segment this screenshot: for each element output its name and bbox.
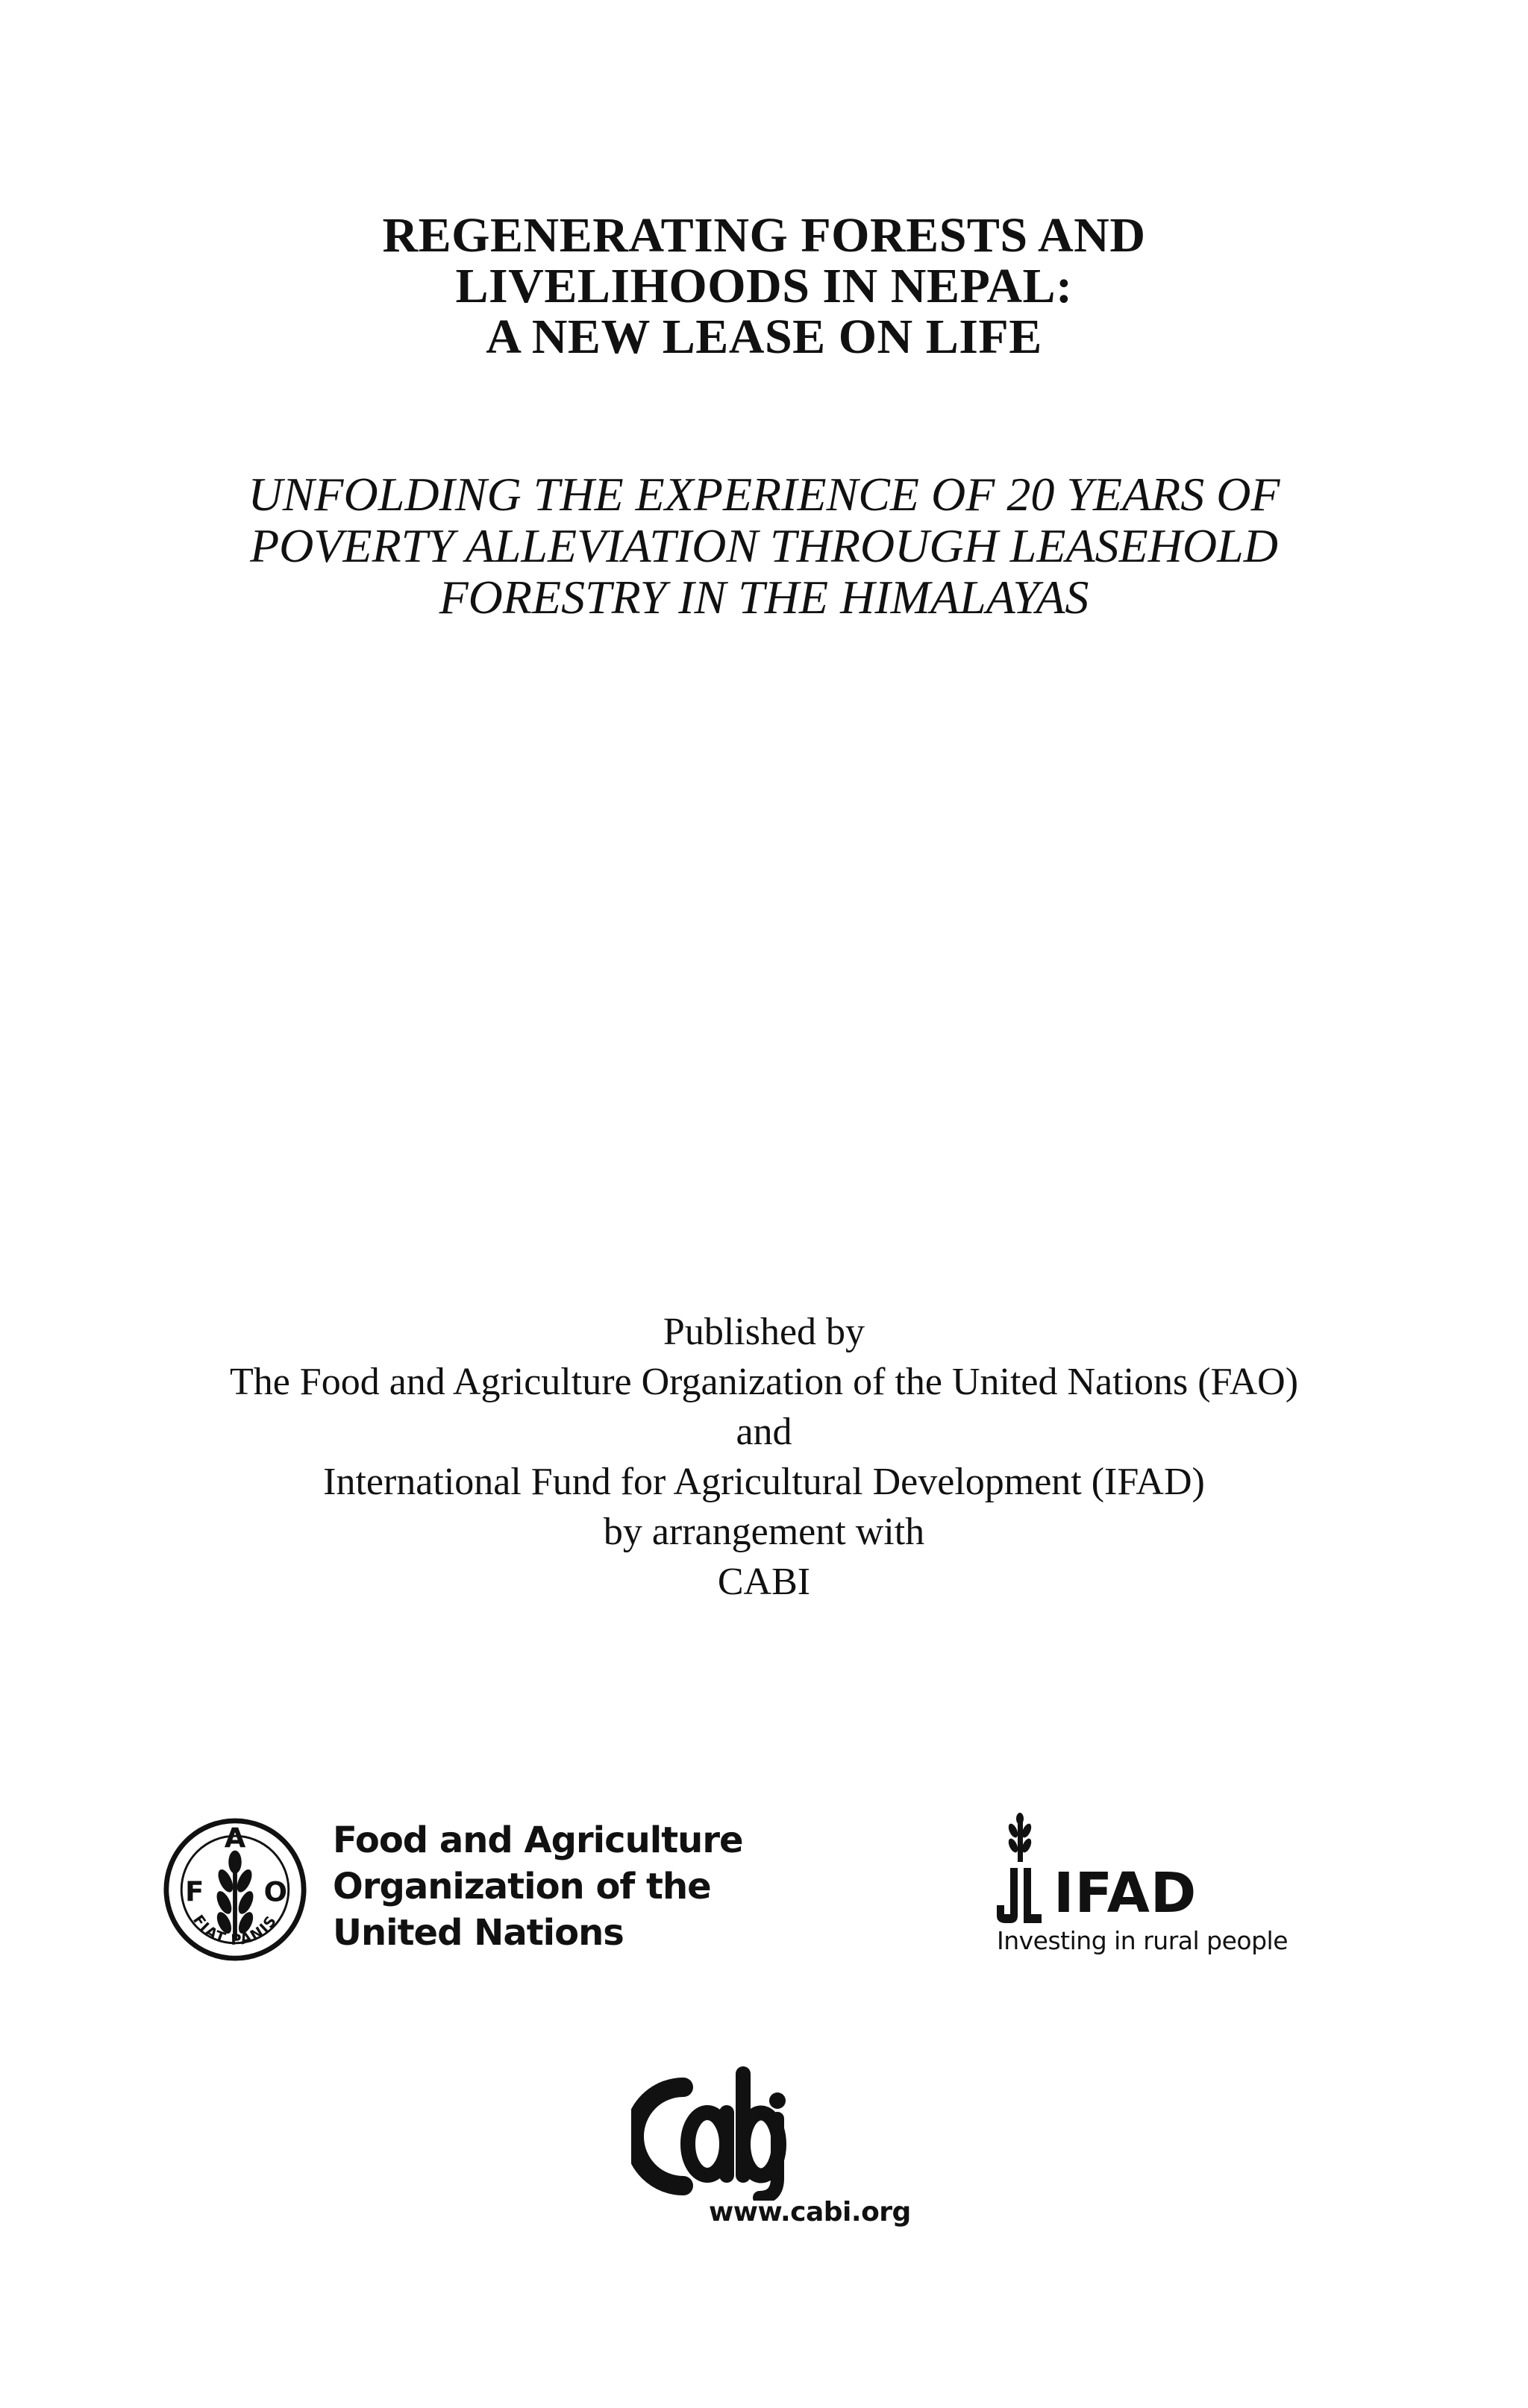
cabi-logo-icon — [631, 2066, 795, 2201]
fao-logo-line-3: United Nations — [333, 1912, 624, 1954]
fao-emblem-letter-a: A — [224, 1822, 246, 1854]
subtitle-line-2: POVERTY ALLEVIATION THROUGH LEASEHOLD — [250, 519, 1278, 572]
fao-logo — [163, 1817, 743, 1963]
fao-logo-line-1: Food and Agriculture — [333, 1819, 743, 1861]
cabi-logo — [631, 2066, 911, 2238]
title-line-3: A NEW LEASE ON LIFE — [486, 310, 1042, 364]
book-title — [0, 210, 1528, 363]
fao-emblem-motto: FIAT PANIS — [190, 1911, 281, 1948]
published-by-line: Published by — [663, 1311, 865, 1353]
ifad-logo — [992, 1813, 1306, 1969]
ifad-name-line: International Fund for Agricultural Development (IFAD) — [323, 1461, 1205, 1503]
subtitle-line-3: FORESTRY IN THE HIMALAYAS — [439, 571, 1089, 624]
cabi-name-line: CABI — [717, 1561, 811, 1603]
publisher-statement — [0, 1307, 1528, 1607]
title-line-2: LIVELIHOODS IN NEPAL: — [455, 259, 1073, 313]
fao-name-line: The Food and Agriculture Organization of the United Nations (FAO) — [229, 1361, 1299, 1403]
fao-emblem-icon — [163, 1817, 307, 1962]
fao-emblem-letter-f: F — [185, 1875, 204, 1908]
fao-emblem-letter-o: O — [263, 1875, 287, 1908]
book-subtitle — [0, 468, 1528, 623]
cabi-url: www.cabi.org — [709, 2197, 911, 2227]
fao-logo-text — [333, 1817, 743, 1956]
ifad-wordmark: IFAD — [1053, 1861, 1197, 1925]
ifad-wheat-icon — [995, 1813, 1048, 1925]
title-line-1: REGENERATING FORESTS AND — [382, 208, 1146, 263]
subtitle-line-1: UNFOLDING THE EXPERIENCE OF 20 YEARS OF — [248, 468, 1280, 521]
ifad-tagline: Investing in rural people — [997, 1926, 1288, 1955]
and-line: and — [736, 1411, 792, 1453]
fao-logo-line-2: Organization of the — [333, 1866, 711, 1907]
arrangement-line: by arrangement with — [603, 1511, 925, 1553]
